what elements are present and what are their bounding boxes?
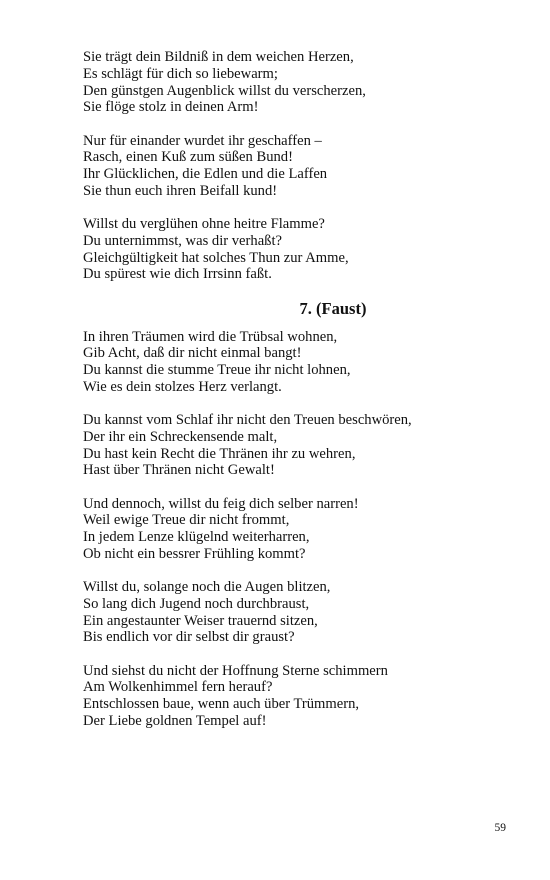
verse-line: Sie flöge stolz in deinen Arm! [83, 99, 259, 116]
verse-line: Gib Acht, daß dir nicht einmal bangt! [83, 345, 302, 362]
verse-line: Und siehst du nicht der Hoffnung Sterne schimmern [83, 662, 388, 679]
stanza [83, 412, 503, 479]
stanza [83, 49, 503, 116]
verse-line: So lang dich Jugend noch durchbraust, [83, 595, 310, 612]
verse-line: Gleichgültigkeit hat solches Thun zur Amme, [83, 249, 349, 266]
verse-line: Nur für einander wurdet ihr geschaffen – [83, 132, 322, 149]
verse-line: Wie es dein stolzes Herz verlangt. [83, 378, 282, 395]
verse-line: In jedem Lenze klügelnd weiterharren, [83, 529, 310, 545]
verse-line: Du spürest wie dich Irrsinn faßt. [83, 266, 272, 283]
stanza [83, 133, 503, 200]
verse-line: Und dennoch, willst du feig dich selber narren! [83, 495, 359, 512]
verse-line: Sie trägt dein Bildniß in dem weichen Herzen, [83, 49, 354, 65]
stanza [83, 329, 503, 396]
verse-line: Du kannst die stumme Treue ihr nicht lohnen, [83, 362, 351, 378]
verse-line: In ihren Träumen wird die Trübsal wohnen, [83, 328, 338, 345]
verse-line: Rasch, einen Kuß zum süßen Bund! [83, 149, 293, 166]
verse-line: Am Wolkenhimmel fern herauf? [83, 679, 273, 696]
verse-line: Willst du, solange noch die Augen blitzen, [83, 579, 331, 595]
verse-line: Du hast kein Recht die Thränen ihr zu wehren, [83, 445, 356, 462]
verse-line: Hast über Thränen nicht Gewalt! [83, 462, 275, 479]
verse-line: Sie thun euch ihren Beifall kund! [83, 182, 278, 199]
verse-line: Den günstgen Augenblick willst du verscherzen, [83, 82, 366, 99]
poem-text [83, 49, 503, 746]
verse-line: Der Liebe goldnen Tempel auf! [83, 712, 267, 729]
stanza [83, 216, 503, 283]
verse-line: Du unternimmst, was dir verhaßt? [83, 232, 282, 249]
verse-line: Ihr Glücklichen, die Edlen und die Laffen [83, 166, 328, 182]
page-number: 59 [494, 822, 506, 834]
verse-line: Ein angestaunter Weiser trauernd sitzen, [83, 612, 318, 629]
stanza [83, 496, 503, 563]
verse-line: Es schlägt für dich so liebewarm; [83, 65, 278, 82]
stanza [83, 663, 503, 730]
verse-line: Der ihr ein Schreckensende malt, [83, 428, 278, 445]
verse-line: Weil ewige Treue dir nicht frommt, [83, 512, 290, 529]
verse-line: Entschlossen baue, wenn auch über Trümmern, [83, 696, 360, 712]
verse-line: Willst du verglühen ohne heitre Flamme? [83, 216, 325, 232]
stanza [83, 579, 503, 646]
section-heading: 7. (Faust) [299, 298, 367, 318]
verse-line: Ob nicht ein bessrer Frühling kommt? [83, 545, 306, 562]
verse-line: Bis endlich vor dir selbst dir graust? [83, 629, 295, 646]
verse-line: Du kannst vom Schlaf ihr nicht den Treuen beschwören, [83, 412, 412, 428]
